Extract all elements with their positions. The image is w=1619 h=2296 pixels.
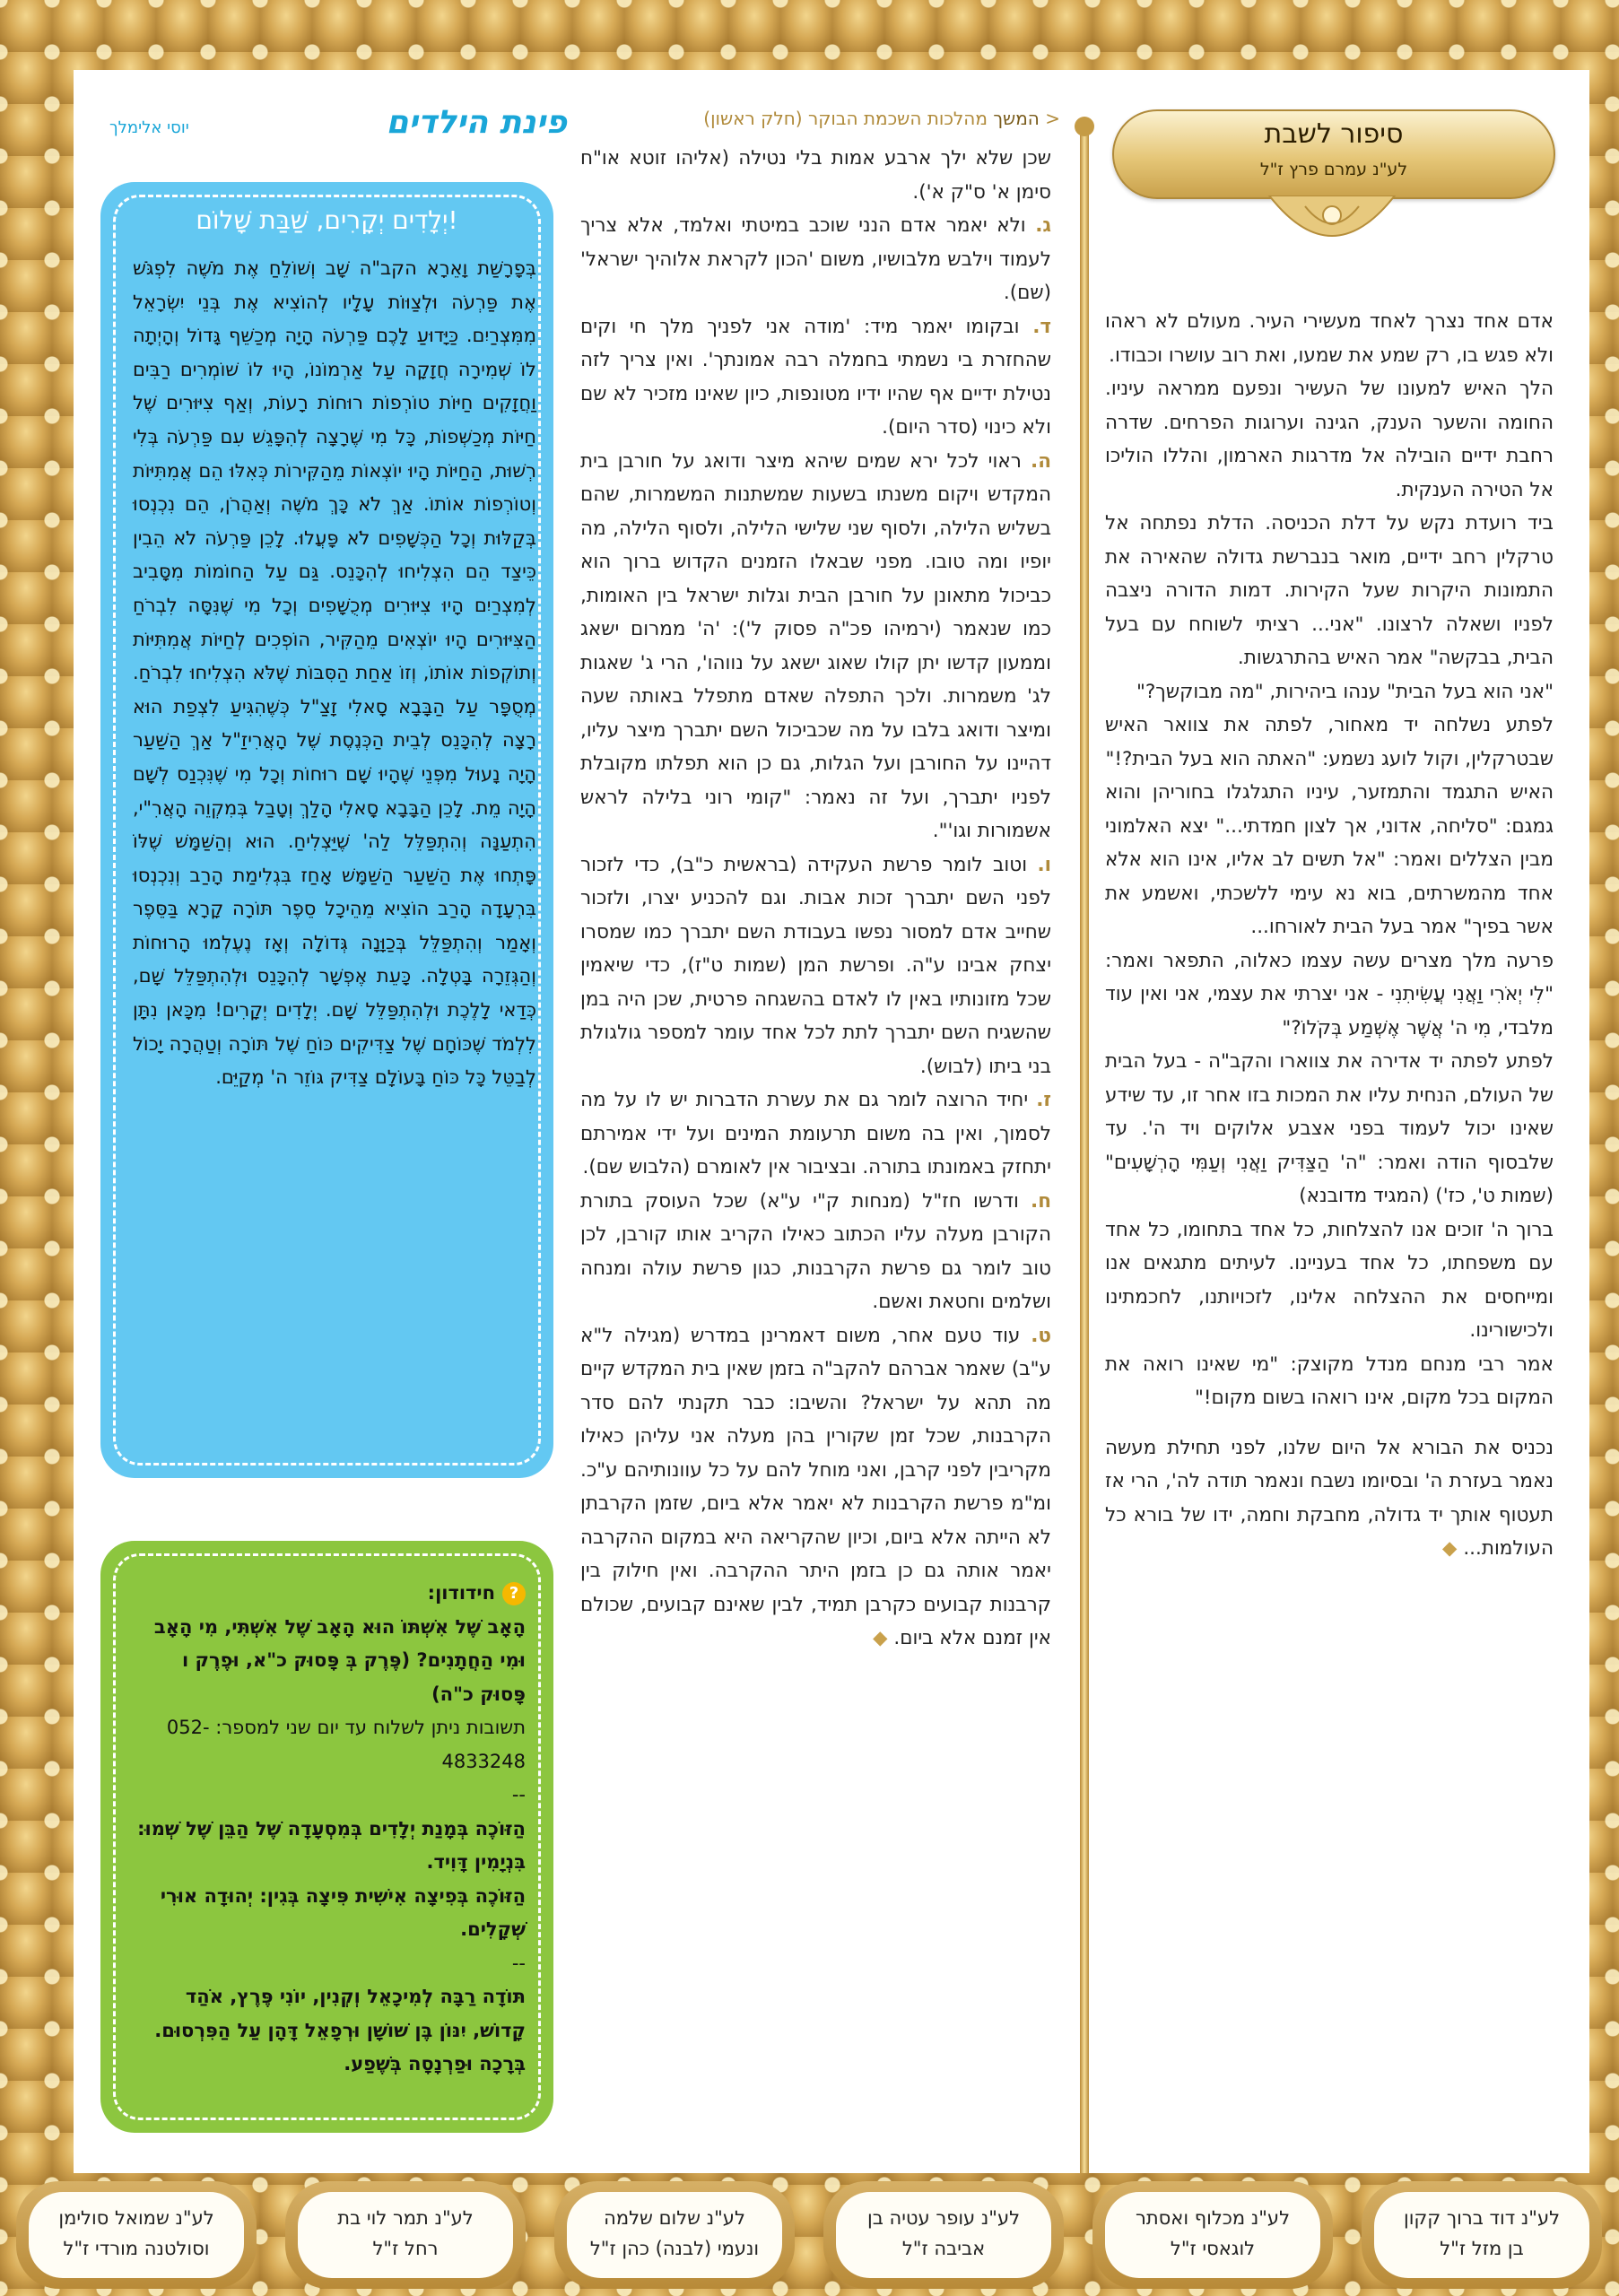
story-paragraph: לפתע נשלחה יד מאחור, לפתה את צוואר האיש שבטרקלין, וקול לועג נשמע: "האתה הוא בעל הבית?!" bbox=[1105, 714, 1554, 770]
quiz-answers-note: תשובות ניתן לשלוח עד יום שני למספר: 052-4833248 bbox=[166, 1717, 526, 1772]
halacha-paragraph bbox=[580, 445, 1051, 848]
continued-label: המשך bbox=[993, 108, 1040, 129]
quiz-heading bbox=[131, 1577, 526, 1611]
plaque-line: לע"נ שלום שלמה bbox=[604, 2207, 745, 2229]
plaque-text bbox=[1105, 2192, 1320, 2278]
halacha-text: שכן שלא ילך ארבע אמות בלי נטילה (אליהו זוטא או"ח סימן א' ס"ק א'). bbox=[580, 147, 1051, 204]
halacha-header bbox=[648, 108, 1060, 138]
plaque-line: לע"נ שמואל סולימן bbox=[58, 2207, 214, 2229]
plaque-line: בן מזל ז"ל bbox=[1440, 2238, 1524, 2259]
halacha-text: ראוי לכל ירא שמים שיהא מיצר ודואג על חורבן בית המקדש ויקום משנתו בשעות שמשתנות המשמרות, שהם בשליש הלילה, ולסוף שני שלישי הלילה, ולסוף הלילה, מה יופיו ומה טובו. מפני שבאלו הזמנים הקדוש ברוך הוא כביכול מתאונן על חורבן הבית וגלות ישראל בין האומות, כמו שנאמר (ירמיהו פכ"ה פסוק ל'): 'ה' ממרום ישאג וממעון קדשו יתן קולו שאוג ישאג על נווהו', הרי ג' שאגות לג' משמרות. ולכך התפלה שאדם מתפלל באותה שעה ומיצר ודואג בלבו על מה שכביכול השם יתברך מיצר עליו, דהיינו על החורבן ועל הגלות, גם כן הוא תפלתו מקובלת לפניו יתברך, ועל זה נאמר: "קומי רוני בלילה לראש אשמורות וגו'". bbox=[580, 449, 1051, 842]
halacha-section-title: מהלכות השכמת הבוקר (חלק ראשון) bbox=[703, 108, 988, 129]
halacha-text: עוד טעם אחר, משום דאמרינן במדרש (מגילה ל"א ע"ב) שאמר אברהם להקב"ה בזמן שאין בית המקדש קיים מה תהא על ישראל? והשיבו: כבר תקנתי להם סדר הקרבנות, שכל זמן שקורין בהן מעלה אני עליהן כאילו מקריבין לפני קרבן, ואני מוחל להם על כל עוונותיהם ע"כ. ומ"מ פרשת הקרבנות לא יאמר אלא ביום, שזמן הקרבתן לא הייתה אלא ביום, וכיון שהקריאה היא במקום ההקרבה יאמר אותה גם כן בזמן היתר ההקרבה. ואין חילוק בין קרבנות קבועים כקרבן תמיד, לבין שאינם קבועים, שכולם אין זמנם אלא ביום. bbox=[580, 1324, 1051, 1649]
story-title: סיפור לשבת bbox=[1264, 118, 1404, 150]
story-paragraph bbox=[1105, 1431, 1554, 1566]
kids-title: יְלָדִים יְקָרִים, שַׁבַּת שָׁלוֹם! bbox=[196, 205, 458, 235]
story-paragraph: לפתע לפתה יד אדירה את צווארו והקב"ה - בעל הבית של העולם, הנחית עליו את המכות בזו אחר זו, עד שידע שאינו יכול לעמוד בפני אצבע אלוקים ויד ה'. עד שלבסוף הודה ואמר: "ה' הַצַּדִּיק וַאֲנִי וְעַמִּי הָרְשָׁעִים" (שמות ט', כז') (המגיד מדובנא) bbox=[1105, 1050, 1554, 1207]
kids-story-box bbox=[100, 182, 553, 1478]
plaque-text bbox=[836, 2192, 1051, 2278]
kids-story-text: בְּפָרָשַׁת וָאֵרָא הקב"ה שָׁב וְשׁוֹלֵחַ אֶת מֹשֶׁה לִפְגֹּשׁ אֶת פַּרְעֹה וּלְצַוּוֹת עָלָיו לְהוֹצִיא אֶת בְּנֵי יִשְׂרָאֵל מִמִּצְרַיִם. כַּיָּדוּעַ לָכֶם פַּרְעֹה הָיָה מְכַשֵּׁף גָּדוֹל וְהָיְתָה לוֹ שְׁמִירָה חֲזָקָה עַל אַרְמוֹנוֹ, הָיוּ לוֹ שׁוֹמְרִים רַבִּים וַחֲזָקִים חַיּוֹת טוֹרְפוֹת רוּחוֹת רָעוֹת, וְאַף צִיּוּרִים שֶׁל חַיּוֹת מְכַשְּׁפוֹת, כָּל מִי שֶׁרָצָה לְהִפָּגֵשׁ עִם פַּרְעֹה בְּלִי רְשׁוּת, הַחַיּוֹת הָיוּ יוֹצְאוֹת מֵהַקִּירוֹת כְּאִלּוּ הֵם אֲמִתִּיּוֹת וְטוֹרְפוֹת אוֹתוֹ. אַךְ לֹא כָּךְ מֹשֶׁה וְאַהֲרֹן, הֵם נִכְנְסוּ בְּקַלּוּת וְכָל הַכְּשָׁפִים לֹא פָּעֲלוּ. לָכֵן פַּרְעֹה לֹא הֵבִין כֵּיצַד הֵם הִצְלִיחוּ לְהִכָּנֵס. גַּם עַל הַחוֹמוֹת מִסָּבִיב לְמִצְרַיִם הָיוּ צִיּוּרִים מְכֻשָּׁפִים וְכָל מִי שֶׁנִּסָּה לִבְרֹחַ הַצִּיּוּרִים הָיוּ יוֹצְאִים מֵהַקִּיר, הוֹפְכִים לְחַיּוֹת אֲמִתִּיּוֹת וְתוֹקְפוֹת אוֹתוֹ, וְזוֹ אַחַת הַסִּבּוֹת שֶׁלֹּא הִצְלִיחוּ לִבְרֹחַ. מְסֻפָּר עַל הַבָּבָא סָאלִי זָצַ"ל כְּשֶׁהִגִּיעַ לִצְפַת הוּא רָצָה לְהִכָּנֵס לְבֵית הַכְּנֶסֶת שֶׁל הָאֲרִיזַ"ל אַךְ הַשַּׁעַר הָיָה נָעוּל מִפְּנֵי שֶׁהָיוּ שָׁם רוּחוֹת וְכָל מִי שֶׁנִּכְנַס לְשָׁם הָיָה מֵת. לָכֵן הַבָּבָא סָאלִי הָלַךְ וְטָבַל בְּמִקְוֵה הָאֲרִ"י, הִתְעַנָּה וְהִתְפַּלֵּל לַה' שֶׁיַּצְלִיחַ. הוּא וְהַשַּׁמָּשׁ שֶׁלּוֹ פָּתְחוּ אֶת הַשַּׁעַר הַשַּׁמָּשׁ אָחַז בִּגְלִימַת הָרַב וְנִכְנְסוּ בִּרְעָדָה הָרַב הוֹצִיא מֵהֵיכָל סֵפֶר תּוֹרָה קָרָא בַּסֵּפֶר וְאָמַר וְהִתְפַּלֵּל בְּכַוָּנָה גְּדוֹלָה וְאָז נֶעֶלְמוּ הָרוּחוֹת וְהַגְּזֵרָה בָּטְלָה. כָּעֵת אֶפְשָׁר לְהִכָּנֵס וּלְהִתְפַּלֵּל שָׁם, כְּדַאי לָלֶכֶת וּלְהִתְפַּלֵּל שָׁם. יְלָדִים יְקָרִים! מִכָּאן נִתָּן לִלְמֹד שֶׁכּוֹחָם שֶׁל צַדִּיקִים כּוֹחַ שֶׁל תּוֹרָה וְטַהֲרָה יָכוֹל לְבַטֵּל כָּל כּוֹחַ בָּעוֹלָם צַדִּיק גּוֹזֵר ה' מְקַיֵּם. bbox=[133, 257, 536, 1089]
story-header bbox=[1112, 109, 1552, 221]
separator: -- bbox=[511, 1784, 526, 1805]
separator: -- bbox=[511, 1952, 526, 1974]
plaque-line: לע"נ עופר עטיה בן bbox=[866, 2207, 1021, 2229]
halacha-paragraph bbox=[580, 1319, 1051, 1656]
newsletter-page bbox=[74, 70, 1589, 2173]
plaque-text bbox=[567, 2192, 782, 2278]
quiz-content bbox=[131, 1577, 526, 2082]
quiz-box bbox=[100, 1541, 553, 2133]
quiz-question: הָאָב שֶׁל אִשְׁתּוֹ הוּא הָאָב שֶׁל אִשְׁתִּי, מִי הָאָב וּמִי הַחֲתָנִים? (פֶּרֶק בְּ פָּסוּק כ"א, וּפֶרֶק ו פָּסוּק כ"ה) bbox=[153, 1615, 526, 1705]
memorial-plaque bbox=[554, 2181, 795, 2289]
kids-corner-logo: פינת הילדים bbox=[386, 104, 567, 141]
halacha-letter: ח. bbox=[1031, 1189, 1051, 1213]
plaque-line: ונעמי (לבנה) כהן ז"ל bbox=[589, 2238, 760, 2259]
story-paragraph: ביד רועדת נקש על דלת הכניסה. הדלת נפתחה אל טרקלין רחב ידיים, מואר בנברשת גדולה שהאירה את התמונות היקרות שעל הקירות. דמות הדורה ניצבה לפניו ושאלה לרצונו. "אני... רציתי לשוחח עם בעל הבית, בבקשה" אמר האיש בהתרגשות. bbox=[1105, 512, 1554, 669]
ornament-icon bbox=[1260, 196, 1404, 258]
plaque-line: לוגאסי ז"ל bbox=[1170, 2238, 1256, 2259]
end-diamond-icon: ◆ bbox=[872, 1627, 888, 1649]
halacha-text: ודרשו חז"ל (מנחות ק"י ע"א) שכל העוסק בתורת הקורבן מעלה עליו הכתוב כאילו הקריב אותו קורבן, לכן טוב לומר גם פרשת הקרבנות, כגון פרשת עולה ומנחה ושלמים וחטאת ואשם. bbox=[580, 1189, 1051, 1313]
memorial-plaque bbox=[823, 2181, 1064, 2289]
halacha-paragraph bbox=[580, 142, 1051, 209]
halacha-text: וטוב לומר פרשת העקידה (בראשית כ"ב), כדי לזכור לפני השם יתברך זכות אבות. וגם להכניע יצרו, ולזכור שחייב אדם למסור נפשו בעבודת השם יתברך כמו שמסרו יצחק אבינו ע"ה. ופרשת המן (שמות ט"ז), כדי שיאמין שכל מזונותיו באין לו לאדם בהשגחה פרטית, שכן היה במן שהשגיח השם יתברך לתת לכל אחד עומר למספר גולגולת בני ביתו (לבוש). bbox=[580, 853, 1051, 1078]
plaque-line: לע"נ מכלוף ואסתר bbox=[1136, 2207, 1290, 2229]
halacha-paragraph bbox=[580, 1185, 1051, 1319]
halacha-text: יחיד הרוצה לומר גם את עשרת הדברות יש לו על מה לסמוך, ואין בה משום תרעומת המינים ועל ידי אמירתם יתחזק באמונתו בתורה. ובציבור אין לאומרם (הלבוש שם). bbox=[580, 1089, 1051, 1178]
halacha-letter: ה. bbox=[1031, 449, 1051, 473]
plaque-line: וסולטנה מורדי ז"ל bbox=[63, 2238, 210, 2259]
story-paragraph: הלך האיש למעונו של העשיר ונפעם ממראה עיניו. החומה והשער הענק, הגינה וערוגות הפרחים. שדרה רחבת ידיים הובילה אל מדרגות הארמון, והללו הוליכו אל הטירה הענקית. bbox=[1105, 378, 1554, 501]
plaque-text bbox=[298, 2192, 513, 2278]
halacha-letter: ג. bbox=[1035, 214, 1051, 237]
memorial-plaque bbox=[1092, 2181, 1333, 2289]
halacha-paragraph bbox=[580, 310, 1051, 445]
story-paragraph: אמר רבי מנחם מנדל מקוצק: "מי שאינו רואה את המקום בכל מקום, אינו רואהו בשום מקום!" bbox=[1105, 1352, 1554, 1409]
story-paragraph: "אני הוא בעל הבית" ענהו ביהירות, "מה מבוקשך?" bbox=[1136, 680, 1554, 703]
kids-author: יוסי אלימלך bbox=[109, 118, 189, 137]
story-dedication: לע"נ עמרם פרץ ז"ל bbox=[1259, 160, 1408, 179]
end-diamond-icon: ◆ bbox=[1441, 1537, 1458, 1560]
halacha-text: ולא יאמר אדם הנני שוכב במיטתי ואלמד, אלא צריך לעמוד וילבש מלבושיו, משום 'הכון לקראת אלוהיך ישראל' (שם). bbox=[580, 214, 1051, 304]
memorial-plaque bbox=[1362, 2181, 1602, 2289]
question-icon: ? bbox=[502, 1582, 526, 1605]
chevron-left-icon: < bbox=[1045, 108, 1060, 129]
plaque-text bbox=[1374, 2192, 1589, 2278]
halacha-paragraph bbox=[580, 209, 1051, 310]
memorial-plaques bbox=[0, 2172, 1619, 2296]
quiz-winner-pizza: הַזּוֹכֶה בְּפִיצָה אִישִׁית פִּיצָה בְּגִין: יְהוּדָה אוּרִי שְׁקָלִים. bbox=[160, 1884, 526, 1940]
memorial-plaque bbox=[285, 2181, 526, 2289]
story-paragraph: אדם אחד נצרך לאחד מעשירי העיר. מעולם לא ראהו ולא פגש בו, רק שמע את שמעו, ואת רוב עושרו וכבודו. bbox=[1105, 310, 1554, 367]
quiz-thanks: תּוֹדָה רַבָּה לְמִיכָאֵל וְקְנִין, יוֹנִי פֶּרֶץ, אֹהַד קָדוֹשׁ, יִנּוֹן בֶּן שׁוֹשָׁן וּרְפָאֵל דָּהָן עַל הַפִּרְסוּם. בְּרָכָה וּפַרְנָסָה בְּשֶׁפַע. bbox=[154, 1986, 526, 2074]
plaque-line: לע"נ דוד ברוך קקון bbox=[1403, 2207, 1561, 2229]
story-body bbox=[1105, 305, 1554, 1566]
memorial-plaque bbox=[16, 2181, 257, 2289]
story-paragraph: האיש התגמד והתמזער, עיניו התגלגלו בחוריהן והוא גמגם: "סליחה, אדוני, אך לצון חמדתי..." יצא האלמוני מבין הצללים ואמר: "אל תשים לב אליו, אינו הוא אלא אחד מהמשרתים, בוא נא עימי ללשכתי, ואשמע את אשר בפיך" אמר בעל הבית לאורחו... bbox=[1105, 781, 1554, 938]
halacha-letter: ד. bbox=[1032, 315, 1051, 338]
plaque-line: רחל ז"ל bbox=[372, 2238, 439, 2259]
quiz-label: חידודון: bbox=[427, 1582, 495, 1604]
column-divider bbox=[1080, 124, 1089, 2173]
divider-cap bbox=[1075, 117, 1094, 136]
halacha-text: ובקומו יאמר מיד: 'מודה אני לפניך מלך חי וקים שהחזרת בי נשמתי בחמלה רבה אמונתך'. ואין צריך לזה נטילת ידיים אף שהיו ידיו מטונפות, כיון שאינו מזכיר לא שם ולא כינוי (סדר היום). bbox=[580, 315, 1051, 439]
halacha-paragraph bbox=[580, 1083, 1051, 1185]
story-closing-text: נכניס את הבורא אל היום שלנו, לפני תחילת מעשה נאמר בעזרת ה' ובסיומו נשבח ונאמר תודה לה', הרי אז תעטוף אותך יד גדולה, מחבקת וחמה, ידו של בורא כל העולמות... bbox=[1105, 1436, 1554, 1560]
halacha-letter: ז. bbox=[1036, 1089, 1051, 1111]
kids-corner-header bbox=[109, 104, 567, 167]
plaque-line: לע"נ תמר לוי בת bbox=[337, 2207, 474, 2229]
story-paragraph: ברוך ה' זוכים אנו להצלחות, כל אחד בתחומו, כל אחד עם משפחתו, כל אחד בעניינו. לעיתים מתגאים אנו ומייחסים את ההצלחה אלינו, לזכויותנו, לחכמתינו ולכישורינו. bbox=[1105, 1218, 1554, 1342]
plaque-text bbox=[29, 2192, 244, 2278]
quiz-winner-monthly: הַזּוֹכֶה בְּמָנַת יְלָדִים בְּמִסְעָדָה שֶׁל הַבֵּן שֶׁל שְׁמוּ: בִּנְיָמִין דָּוִיד. bbox=[137, 1817, 526, 1873]
halacha-paragraph bbox=[580, 848, 1051, 1084]
story-paragraph: פרעה מלך מצרים עשה עצמו כאלוה, התפאר ואמר: "לִי יְאֹרִי וַאֲנִי עֲשִׂיתִנִי - אני יצרתי את עצמי, אני ואין עוד מלבדי, מִי ה' אֲשֶׁר אֶשְׁמַע בְּקֹלוֹ?" bbox=[1105, 949, 1554, 1039]
halacha-letter: ט. bbox=[1031, 1324, 1051, 1347]
story-banner bbox=[1112, 109, 1555, 199]
halacha-letter: ו. bbox=[1037, 853, 1051, 876]
halacha-body bbox=[580, 142, 1051, 1656]
plaque-line: אביבה ז"ל bbox=[901, 2238, 986, 2259]
